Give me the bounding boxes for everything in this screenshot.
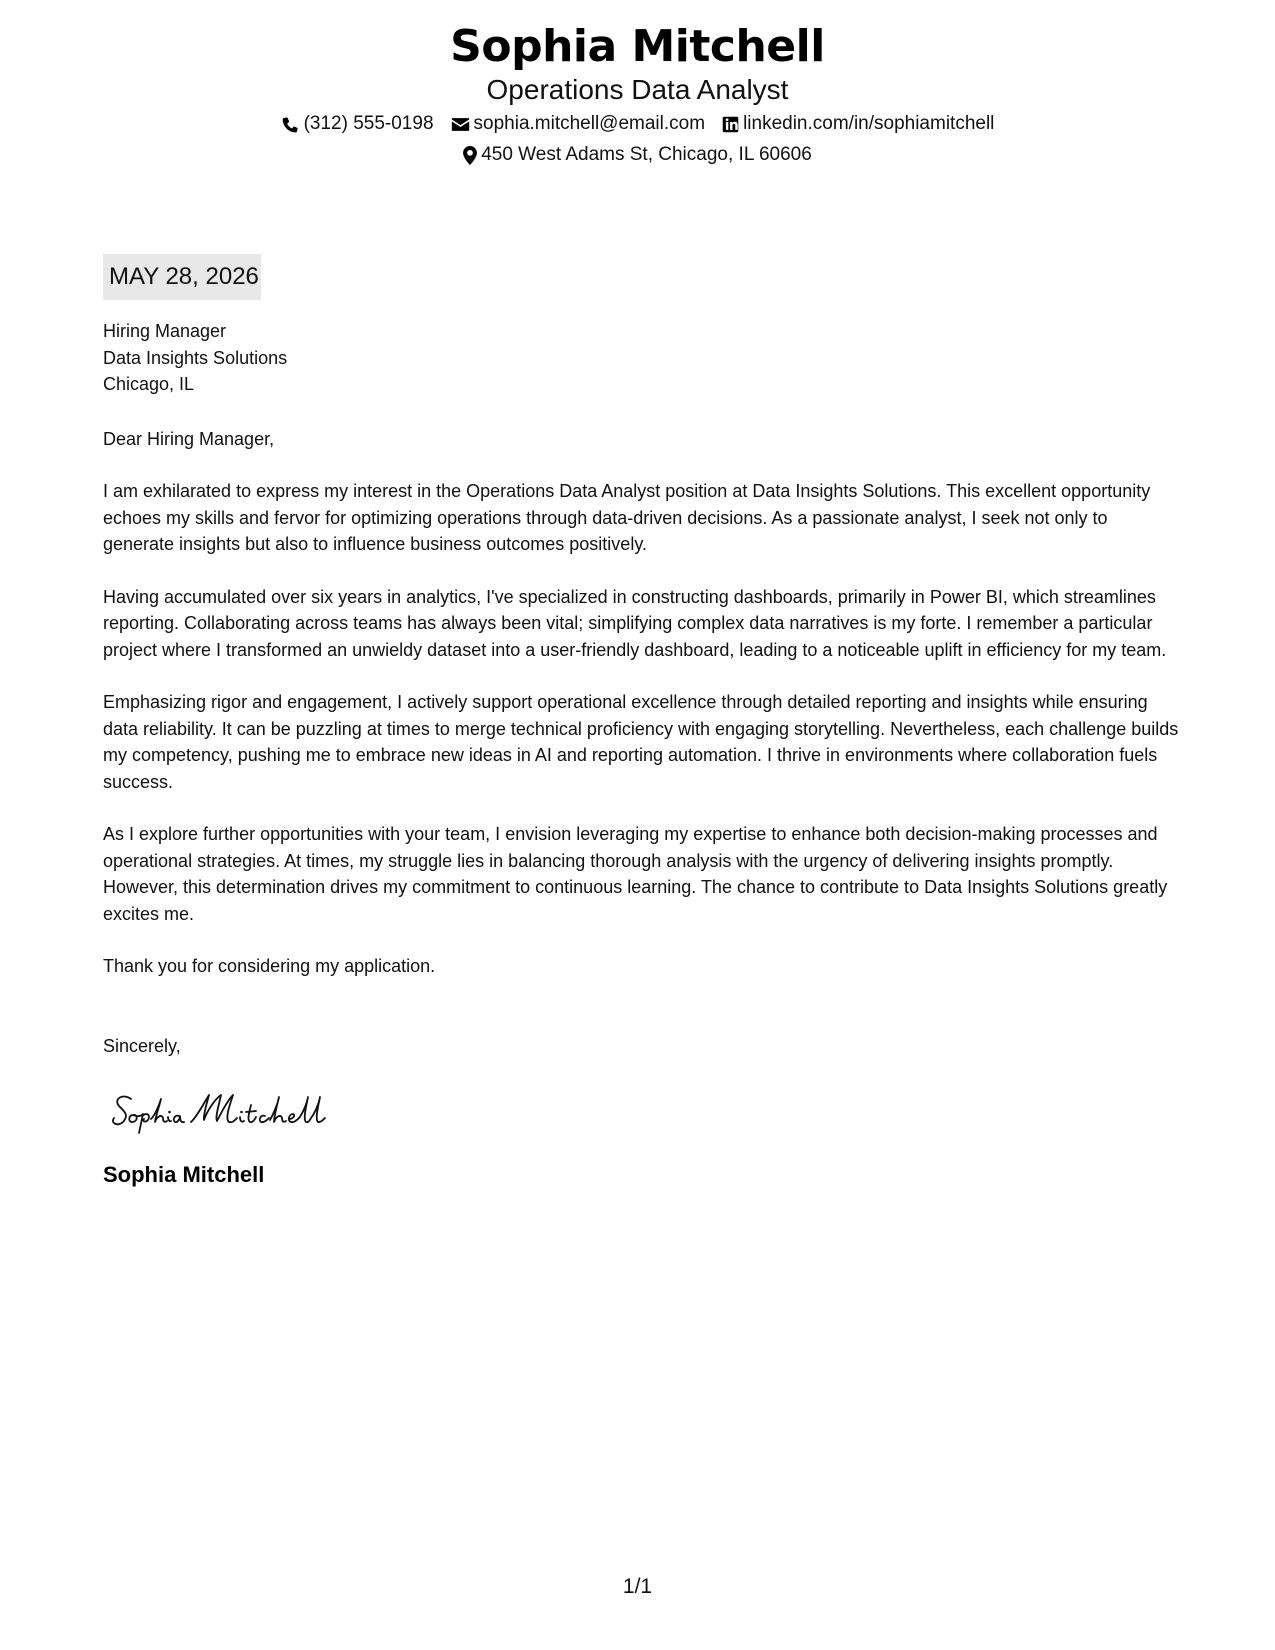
body-paragraph: I am exhilarated to express my interest in the Operations Data Analyst position at Data Insights Solutions. This excellent opportunity echoes my skills and fervor for optimizing operations through data-driven decisions. As a passionate analyst, I seek not only to generate insights but also to influence business outcomes positively.	[103, 481, 1151, 554]
letter-header	[0, 20, 1275, 167]
contact-phone[interactable]	[281, 112, 434, 136]
body-paragraph: Emphasizing rigor and engagement, I actively support operational excellence through detailed reporting and insights while ensuring data reliability. It can be puzzling at times to merge technical proficiency with engaging storytelling. Nevertheless, each challenge builds my competency, pushing me to embrace new ideas in AI and reporting automation. I thrive in environments where collaboration fuels success.	[103, 692, 1179, 792]
phone-text: (312) 555-0198	[303, 113, 434, 134]
page-indicator: 1/1	[622, 1575, 653, 1598]
recipient-line: Data Insights Solutions	[103, 347, 288, 368]
closing: Sincerely,	[103, 1035, 181, 1056]
salutation: Dear Hiring Manager,	[103, 428, 275, 449]
contact-email[interactable]	[451, 112, 706, 136]
linkedin-text: linkedin.com/in/sophiamitchell	[743, 113, 995, 134]
phone-icon	[281, 115, 300, 134]
email-text: sophia.mitchell@email.com	[473, 113, 706, 134]
contact-linkedin[interactable]	[722, 112, 994, 136]
recipient-line: Chicago, IL	[103, 374, 195, 394]
recipient-block	[103, 318, 1183, 398]
contact-address	[463, 143, 812, 167]
body-paragraph: Thank you for considering my application.	[103, 956, 436, 976]
body-paragraph: Having accumulated over six years in analytics, I've specialized in constructing dashboards, primarily in Power BI, which streamlines reporting. Collaborating across teams has always been vital; simplifying complex data narratives is my forte. I remember a particular project where I transformed an unwieldy dataset into a user-friendly dashboard, leading to a noticeable uplift in efficiency for my team.	[103, 586, 1167, 660]
address-line	[0, 143, 1275, 167]
body-paragraph: As I explore further opportunities with your team, I envision leveraging my expertise to enhance both decision-making processes and operational strategies. At times, my struggle lies in balancing thorough analysis with the urgency of delivering insights promptly. However, this determination drives my commitment to continuous learning. The chance to contribute to Data Insights Solutions greatly excites me.	[103, 824, 1168, 924]
contact-line	[0, 112, 1275, 136]
handwritten-signature	[109, 1087, 1183, 1145]
letter-date: MAY 28, 2026	[103, 254, 261, 300]
applicant-title: Operations Data Analyst	[486, 74, 789, 105]
signer-name: Sophia Mitchell	[103, 1161, 265, 1187]
applicant-name: Sophia Mitchell	[450, 21, 825, 72]
address-text: 450 West Adams St, Chicago, IL 60606	[481, 144, 812, 165]
envelope-icon	[451, 116, 470, 133]
linkedin-icon	[722, 116, 739, 133]
recipient-line: Hiring Manager	[103, 321, 227, 341]
letter-body	[103, 318, 1183, 1189]
map-marker-icon	[463, 146, 477, 165]
